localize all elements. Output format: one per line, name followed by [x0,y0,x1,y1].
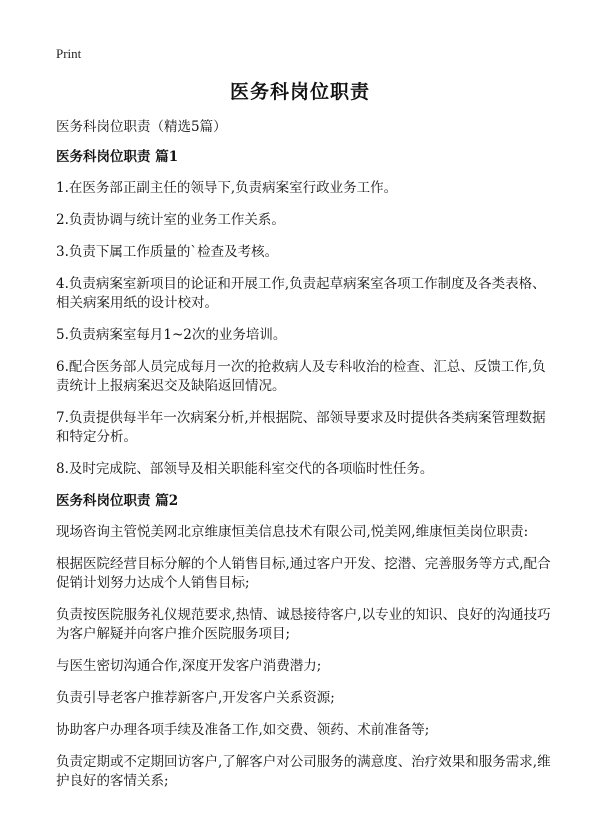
document-subtitle: 医务科岗位职责（精选5篇） [56,119,227,135]
section-heading: 医务科岗位职责 篇2 [56,493,179,509]
paragraph: 负责按医院服务礼仪规范要求,热情、诚恳接待客户,以专业的知识、良好的沟通技巧为客户解疑并向客户推介医院服务项目; [56,607,551,642]
section-2 [56,492,552,791]
paragraph: 2.负责协调与统计室的业务工作关系。 [56,212,285,228]
paragraph: 负责定期或不定期回访客户,了解客户对公司服务的满意度、治疗效果和服务需求,维护良好的客情关系; [56,754,551,789]
paragraph: 3.负责下属工作质量的`检查及考核。 [56,244,279,260]
print-link[interactable]: Print [56,46,82,61]
paragraph: 根据医院经营目标分解的个人销售目标,通过客户开发、挖潜、完善服务等方式,配合促销计划努力达成个人销售目标; [56,556,551,591]
paragraph: 1.在医务部正副主任的领导下,负责病案室行政业务工作。 [56,180,398,196]
document-body [56,118,552,804]
paragraph: 6.配合医务部人员完成每月一次的抢救病人及专科收治的检查、汇总、反馈工作,负责统计上报病案迟交及缺陷返回情况。 [56,359,546,394]
paragraph: 7.负责提供每半年一次病案分析,并根据院、部领导要求及时提供各类病案管理数据和特定分析。 [56,410,546,445]
paragraph: 5.负责病案室每月1~2次的业务培训。 [56,327,287,343]
section-heading: 医务科岗位职责 篇1 [56,149,179,165]
paragraph: 4.负责病案室新项目的论证和开展工作,负责起草病案室各项工作制度及各类表格、相关病案用纸的设计校对。 [56,276,546,311]
paragraph: 协助客户办理各项手续及准备工作,如交费、领药、术前准备等; [56,722,430,738]
paragraph: 负责引导老客户推荐新客户,开发客户关系资源; [56,690,335,706]
page-title: 医务科岗位职责 [229,81,370,103]
paragraph: 与医生密切沟通合作,深度开发客户消费潜力; [56,658,322,674]
section-1 [56,148,552,479]
paragraph: 8.及时完成院、部领导及相关职能科室交代的各项临时性任务。 [56,461,434,477]
paragraph: 现场咨询主管悦美网北京维康恒美信息技术有限公司,悦美网,维康恒美岗位职责: [56,524,529,540]
